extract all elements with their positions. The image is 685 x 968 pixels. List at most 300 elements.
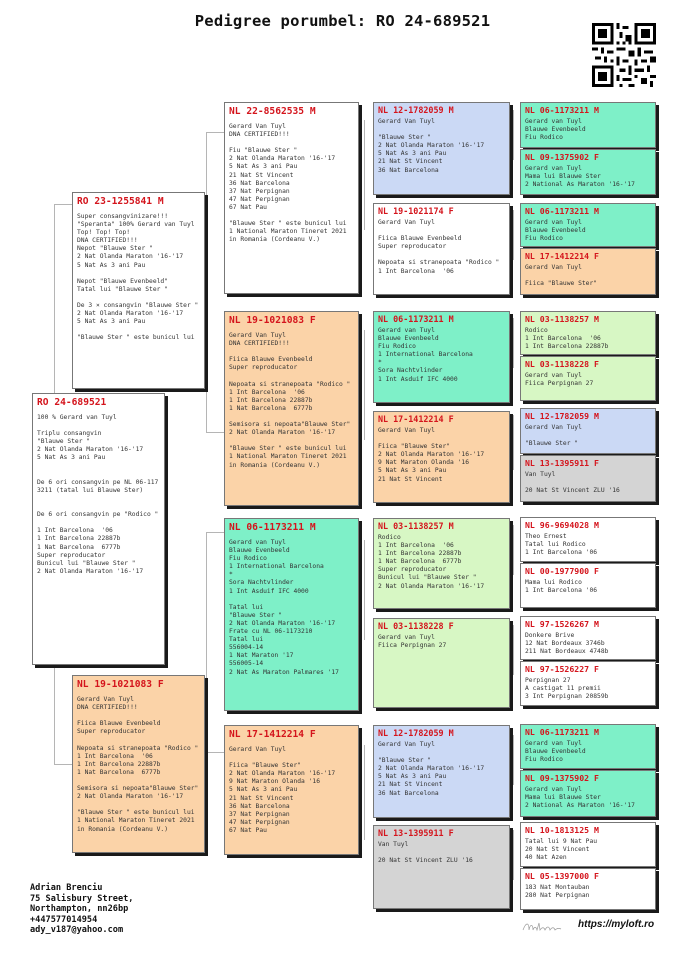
detail-line: 2 Nat Olanda Maraton '16-'17 xyxy=(229,770,336,778)
detail-line: Fiica Perpignan 27 xyxy=(378,642,447,650)
connector-line xyxy=(54,764,72,765)
connector-line xyxy=(206,132,224,133)
detail-line: Super reproducator xyxy=(37,551,106,559)
pedigree-card-g1[interactable] xyxy=(520,102,656,148)
detail-line: 183 Nat Montauban xyxy=(525,884,590,891)
detail-line: Fiica Perpignan 27 xyxy=(525,380,594,388)
detail-line xyxy=(378,849,505,857)
connector-line xyxy=(364,120,365,230)
detail-line: Tatal lui 9 Nat Pau xyxy=(525,838,598,845)
detail-line: Blauwe Evenbeeld xyxy=(525,126,586,134)
detail-line: Fiu Rodico xyxy=(378,343,416,351)
detail-line: Fiica Blauwe Evenbeeld xyxy=(378,235,462,243)
pedigree-card-g11[interactable] xyxy=(520,616,656,660)
pedigree-card-g5[interactable] xyxy=(520,311,656,355)
detail-line: 1 Int Barcelona '06 xyxy=(378,542,454,550)
detail-line: 21 Nat St Vincent xyxy=(229,171,294,179)
detail-line: Donkere Brive xyxy=(525,632,575,639)
detail-line: Fiu "Blauwe Ster " xyxy=(229,147,298,155)
detail-line: 2 National As Maraton '16-'17 xyxy=(525,802,635,810)
detail-line: 20 Nat St Vincent ZLU '16 xyxy=(378,857,473,865)
detail-line xyxy=(77,736,200,744)
detail-line: De 6 ori consangvin pe NL 06-117 xyxy=(37,478,159,486)
detail-line: Rodico xyxy=(525,327,548,334)
pedigree-card-g6[interactable] xyxy=(520,356,656,401)
detail-line: 3211 (tatal lui Blauwe Ster) xyxy=(37,486,144,494)
pedigree-card-dss[interactable] xyxy=(373,518,510,609)
detail-line: Super consangvinizare!!! xyxy=(77,213,168,220)
connector-line xyxy=(513,525,514,575)
detail-line: 2 Nat Olanda Maraton '16-'17 xyxy=(77,793,184,801)
detail-line xyxy=(37,495,160,503)
pedigree-card-ssd[interactable] xyxy=(373,203,510,295)
card-details xyxy=(525,884,651,900)
connector-line xyxy=(364,540,365,640)
page-title: Pedigree porumbel: RO 24-689521 xyxy=(194,12,491,30)
pedigree-card-ddd[interactable] xyxy=(373,825,510,909)
ring-number: NL 12-1782059 M xyxy=(378,728,454,738)
detail-line: Fiica "Blauwe Ster" xyxy=(525,280,598,288)
detail-line xyxy=(77,712,200,720)
detail-line: Tatal lui "Blauwe Ster " xyxy=(77,285,168,293)
pedigree-card-sdd[interactable] xyxy=(373,411,510,503)
detail-line: 21 Nat St Vincent xyxy=(378,781,443,789)
detail-line: DNA CERTIFIED!!! xyxy=(77,237,138,245)
detail-line: 67 Nat Pau xyxy=(229,826,267,834)
detail-line: Gerard Van Tuyl xyxy=(378,741,435,748)
connector-line xyxy=(364,745,365,840)
connector-line xyxy=(206,532,207,752)
detail-line: 1 National Maraton Tineret 2021 xyxy=(229,228,347,236)
detail-line: 5 Nat As 3 ani Pau xyxy=(229,163,298,171)
owner-phone: +447577014954 xyxy=(30,914,98,925)
ring-number: NL 13-1395911 F xyxy=(525,458,599,468)
detail-line xyxy=(378,251,505,259)
detail-line xyxy=(378,749,505,757)
detail-line: Gerard van Tuyl xyxy=(525,786,582,793)
card-details xyxy=(378,327,505,384)
detail-line: Gerard van Tuyl xyxy=(378,634,435,641)
detail-line: 21 Nat St Vincent xyxy=(378,475,443,483)
detail-line: Gerard Van Tuyl xyxy=(525,264,582,271)
detail-line: 1 Int Barcelona 22887b xyxy=(229,396,313,404)
detail-line xyxy=(37,519,160,527)
connector-line xyxy=(206,432,224,433)
detail-line xyxy=(229,139,354,147)
detail-line: 5 Nat As 3 ani Pau xyxy=(77,318,146,326)
detail-line: Frate cu NL 06-1173210 xyxy=(229,628,313,636)
ring-number: NL 09-1375902 F xyxy=(525,773,599,783)
detail-line: 1 Int Barcelona 22887b xyxy=(77,760,161,768)
detail-line xyxy=(229,413,354,421)
ring-number: NL 12-1782059 M xyxy=(525,411,599,421)
pedigree-card-g10[interactable] xyxy=(520,563,656,608)
detail-line: 1 International Barcelona xyxy=(229,563,324,571)
detail-line: 37 Nat Perpignan xyxy=(229,187,290,195)
detail-line: 20 Nat St Vincent ZLU '16 xyxy=(525,487,620,495)
detail-line: "Blauwe Ster " este bunicul lui xyxy=(77,809,195,817)
card-details xyxy=(525,372,651,388)
detail-line: 2 Nat Olanda Maraton '16-'17 xyxy=(378,451,485,459)
detail-line: Gerard van Tuyl xyxy=(525,740,582,747)
detail-line: 2 Nat Olanda Maraton '16-'17 xyxy=(37,446,144,454)
detail-line: 1 National Maraton Tineret 2021 xyxy=(77,817,195,825)
ring-number: NL 06-1173211 M xyxy=(229,522,316,533)
detail-line: 2 Nat As Maraton Palmares '17 xyxy=(229,668,339,676)
connector-line xyxy=(513,318,514,368)
card-details xyxy=(525,165,651,189)
detail-line: 2 Nat Olanda Maraton '16-'17 xyxy=(229,619,336,627)
detail-line: "Speranta" 100% Gerard van Tuyl xyxy=(77,221,195,229)
detail-line xyxy=(37,422,160,430)
detail-line: 47 Nat Perpignan xyxy=(229,195,290,203)
ring-number: NL 03-1138228 F xyxy=(525,359,599,369)
card-details xyxy=(378,741,505,798)
ring-number: NL 00-1977900 F xyxy=(525,566,599,576)
detail-line: Tatal lui Rodico xyxy=(525,541,586,549)
detail-line: 20 Nat St Vincent xyxy=(525,846,590,854)
card-details xyxy=(229,746,354,835)
detail-line: 2 Nat Olanda Maraton '16-'17 xyxy=(378,582,485,590)
ring-number: NL 97-1526227 F xyxy=(525,664,599,674)
detail-line: 67 Nat Pau xyxy=(229,203,267,211)
card-details xyxy=(378,841,505,865)
detail-line: 3 Int Perpignan 20859b xyxy=(525,693,609,701)
pedigree-card-dam-dam[interactable] xyxy=(224,725,359,855)
detail-line: Van Tuyl xyxy=(378,841,409,848)
ring-number: RO 24-689521 xyxy=(37,397,107,408)
detail-line: 556005-14 xyxy=(229,660,264,668)
detail-line xyxy=(525,432,651,440)
card-details xyxy=(37,414,160,576)
detail-line: 5 Nat As 3 ani Pau xyxy=(378,773,447,781)
detail-line: 1 Int Barcelona '06 xyxy=(525,587,598,595)
qr-code-icon xyxy=(592,23,656,87)
detail-line: 2 Nat Olanda Maraton '16-'17 xyxy=(229,429,336,437)
pedigree-card-dsd[interactable] xyxy=(373,618,510,708)
detail-line xyxy=(77,777,200,785)
detail-line: 36 Nat Barcelona xyxy=(378,166,439,174)
detail-line: "Blauwe Ster " xyxy=(525,440,579,448)
detail-line: Gerard van Tuyl xyxy=(525,165,582,172)
detail-line xyxy=(525,479,651,487)
detail-line xyxy=(77,294,200,302)
connector-line xyxy=(513,110,514,160)
detail-line: Gerard Van Tuyl xyxy=(229,332,286,339)
detail-line: Nepot "Blauwe Ster " xyxy=(77,245,153,253)
detail-line: Sora Nachtvlinder xyxy=(229,579,294,587)
detail-line: "Blauwe Ster " xyxy=(229,611,283,619)
card-details xyxy=(525,118,651,142)
detail-line: Gerard Van Tuyl xyxy=(525,424,582,431)
detail-line: 1 Int Barcelona 22887b xyxy=(378,550,462,558)
detail-line: 40 Nat Azen xyxy=(525,854,567,862)
detail-line: Perpignan 27 xyxy=(525,677,571,684)
detail-line: Fiu Rodico xyxy=(525,235,563,243)
detail-line: 1 Int Barcelona '06 xyxy=(229,388,305,396)
pedigree-card-g4[interactable] xyxy=(520,248,656,295)
detail-line: "Blauwe Ster " xyxy=(37,438,91,446)
pedigree-card-sire[interactable] xyxy=(72,192,205,389)
detail-line: Gerard van Tuyl xyxy=(229,539,286,546)
connector-line xyxy=(513,735,514,785)
connector-line xyxy=(54,204,72,205)
detail-line: 47 Nat Perpignan xyxy=(229,818,290,826)
detail-line: "Blauwe Ster " este bunicul lui xyxy=(229,220,347,228)
detail-line: 2 National As Maraton '16-'17 xyxy=(525,181,635,189)
detail-line: Blauwe Evenbeeld xyxy=(525,227,586,235)
card-details xyxy=(525,740,651,764)
detail-line: Fiica Blauwe Evenbeeld xyxy=(77,720,161,728)
detail-line: 5 Nat As 3 ani Pau xyxy=(37,454,106,462)
card-details xyxy=(378,219,505,276)
detail-line xyxy=(37,463,160,471)
detail-line: 1 Int Barcelona '06 xyxy=(37,527,113,535)
card-details xyxy=(525,327,651,351)
card-details xyxy=(525,579,651,595)
card-details xyxy=(525,264,651,288)
ring-number: NL 19-1021083 F xyxy=(229,315,316,326)
detail-line: 1 Int Barcelona '06 xyxy=(378,267,454,275)
connector-line xyxy=(364,330,365,440)
detail-line: Nepoata si stranepoata "Rodico " xyxy=(77,744,199,752)
pedigree-card-sds[interactable] xyxy=(373,311,510,403)
pedigree-card-g14[interactable] xyxy=(520,770,656,817)
card-details xyxy=(77,213,200,343)
detail-line: Gerard van Tuyl xyxy=(525,372,582,379)
owner-contact xyxy=(30,883,133,936)
detail-line: Semisora si nepoata"Blauwe Ster" xyxy=(229,421,351,429)
detail-line: Gerard Van Tuyl xyxy=(378,118,435,125)
detail-line: 1 Nat Barcelona 6777b xyxy=(37,543,121,551)
connector-line xyxy=(513,625,514,675)
detail-line: 36 Nat Barcelona xyxy=(378,789,439,797)
card-details xyxy=(378,534,505,591)
detail-line: Triplu consangvin xyxy=(37,430,102,438)
owner-address-street: 75 Salisbury Street, xyxy=(30,893,134,904)
detail-line: 37 Nat Perpignan xyxy=(229,810,290,818)
ring-number: NL 12-1782059 M xyxy=(378,105,454,115)
pedigree-card-g8[interactable] xyxy=(520,455,656,502)
ring-number: NL 17-1412214 F xyxy=(378,414,454,424)
card-details xyxy=(525,838,651,862)
detail-line: 1 Int Asduif IFC 4000 xyxy=(378,375,458,383)
connector-line xyxy=(206,532,224,533)
detail-line xyxy=(525,272,651,280)
detail-line xyxy=(37,503,160,511)
detail-line: 9 Nat Maraton Olanda '16 xyxy=(229,778,320,786)
detail-line xyxy=(378,435,505,443)
detail-line xyxy=(229,348,354,356)
detail-line: Mama lui Blauwe Ster xyxy=(525,173,601,181)
detail-line xyxy=(77,326,200,334)
card-details xyxy=(525,786,651,810)
detail-line: De 3 × consangvin "Blauwe Ster " xyxy=(77,302,199,310)
detail-line: "Blauwe Ster " este bunicul lui xyxy=(77,334,195,342)
card-details xyxy=(77,696,200,834)
card-details xyxy=(525,424,651,448)
detail-line: 9 Nat Maraton Olanda '16 xyxy=(378,459,469,467)
detail-line: Fiu Rodico xyxy=(229,555,267,563)
detail-line: Theo Ernest xyxy=(525,533,567,540)
detail-line: 12 Nat Bordeaux 3746b xyxy=(525,640,605,648)
detail-line: Van Tuyl xyxy=(525,471,556,478)
detail-line: Fiu Rodico xyxy=(525,756,563,764)
website-link[interactable]: https://myloft.ro xyxy=(578,919,655,930)
connector-line xyxy=(206,132,207,432)
card-details xyxy=(525,533,651,557)
pedigree-card-g7[interactable] xyxy=(520,408,656,454)
detail-line: 36 Nat Barcelona xyxy=(229,802,290,810)
detail-line xyxy=(37,471,160,479)
ring-number: NL 03-1138257 M xyxy=(378,521,454,531)
card-details xyxy=(525,219,651,243)
signature-icon xyxy=(521,919,563,935)
pedigree-card-g9[interactable] xyxy=(520,517,656,562)
detail-line: Gerard van Tuyl xyxy=(378,327,435,334)
ring-number: NL 06-1173211 M xyxy=(378,314,454,324)
detail-line: Semisora si nepoata"Blauwe Ster" xyxy=(77,785,199,793)
ring-number: NL 19-1021083 F xyxy=(77,679,164,690)
detail-line: Super reproducator xyxy=(229,364,298,372)
pedigree-card-sss[interactable] xyxy=(373,102,510,195)
detail-line: 2 Nat Olanda Maraton '16-'17 xyxy=(378,765,485,773)
detail-line: 1 Int Barcelona '06 xyxy=(525,549,598,557)
detail-line: 1 Nat Maraton '17 xyxy=(229,652,294,660)
pedigree-card-g15[interactable] xyxy=(520,822,656,867)
detail-line: Top! Top! Top! xyxy=(77,229,131,237)
detail-line xyxy=(77,801,200,809)
detail-line: Gerard van Tuyl xyxy=(525,219,582,226)
detail-line: Blauwe Evenbeeld xyxy=(525,748,586,756)
detail-line: 2 Nat Olanda Maraton '16-'17 xyxy=(77,310,184,318)
ring-number: NL 17-1412214 F xyxy=(525,251,599,261)
detail-line: 21 Nat St Vincent xyxy=(229,794,294,802)
detail-line: Gerard Van Tuyl xyxy=(378,219,435,226)
detail-line: 100 % Gerard van Tuyl xyxy=(37,414,117,421)
detail-line: De 6 ori consangvin pe "Rodico " xyxy=(37,511,159,519)
detail-line xyxy=(229,372,354,380)
detail-line: Gerard Van Tuyl xyxy=(378,427,435,434)
detail-line: Nepot "Blauwe Evenbeeld" xyxy=(77,277,168,285)
detail-line: Fiica "Blauwe Ster" xyxy=(229,762,302,770)
ring-number: NL 09-1375902 F xyxy=(525,152,599,162)
owner-email[interactable]: ady_v187@yahoo.com xyxy=(30,925,124,936)
detail-line: Nepoata si stranepoata "Rodico " xyxy=(229,380,351,388)
detail-line: DNA CERTIFIED!!! xyxy=(77,704,138,712)
detail-line: Blauwe Evenbeeld xyxy=(378,335,439,343)
detail-line: 21 Nat St Vincent xyxy=(378,158,443,166)
detail-line: Bunicul lui "Blauwe Ster " xyxy=(37,559,136,567)
detail-line: in Romania (Cordeanu V.) xyxy=(229,236,320,244)
detail-line: * xyxy=(229,571,233,579)
detail-line: Mama lui Rodico xyxy=(525,579,582,586)
detail-line: 1 Int Barcelona 22887b xyxy=(525,343,609,351)
ring-number: NL 06-1173211 M xyxy=(525,727,599,737)
pedigree-card-dds[interactable] xyxy=(373,725,510,818)
detail-line: Bunicul lui "Blauwe Ster " xyxy=(378,574,477,582)
ring-number: NL 06-1173211 M xyxy=(525,105,599,115)
detail-line: Gerard Van Tuyl xyxy=(77,696,134,703)
detail-line: 1 Int Barcelona '06 xyxy=(77,752,153,760)
detail-line: 1 National Maraton Tineret 2021 xyxy=(229,453,347,461)
detail-line: Tatal lui xyxy=(229,636,264,644)
pedigree-card-sire-sire[interactable] xyxy=(224,102,359,294)
connector-line xyxy=(513,210,514,260)
pedigree-card-dam[interactable] xyxy=(72,675,205,853)
connector-line xyxy=(513,415,514,470)
detail-line xyxy=(229,596,354,604)
connector-line xyxy=(206,752,224,753)
detail-line: 211 Nat Bordeaux 4748b xyxy=(525,648,609,656)
detail-line: Blauwe Evenbeeld xyxy=(229,547,290,555)
detail-line: 556004-14 xyxy=(229,644,264,652)
detail-line: 2 Nat Olanda Maraton '16-'17 xyxy=(37,567,144,575)
ring-number: NL 96-9694028 M xyxy=(525,520,599,530)
detail-line: A castigat 11 premii xyxy=(525,685,601,693)
pedigree-card-sire-dam[interactable] xyxy=(224,311,359,506)
detail-line: 5 Nat As 3 ani Pau xyxy=(378,150,447,158)
detail-line: 280 Nat Perpignan xyxy=(525,892,590,900)
ring-number: NL 13-1395911 F xyxy=(378,828,454,838)
card-details xyxy=(378,118,505,175)
owner-address-city: Northampton, nn26bp xyxy=(30,904,129,915)
detail-line: 2 Nat Olanda Maraton '16-'17 xyxy=(77,253,184,261)
owner-name: Adrian Brenciu xyxy=(30,883,103,893)
detail-line: Rodico xyxy=(378,534,401,541)
detail-line: 5 Nat As 3 ani Pau xyxy=(77,261,146,269)
pedigree-card-g12[interactable] xyxy=(520,661,656,706)
detail-line: 1 Nat Barcelona 6777b xyxy=(77,768,161,776)
pedigree-card-g3[interactable] xyxy=(520,203,656,247)
detail-line: Fiu Rodico xyxy=(525,134,563,142)
detail-line: 2 Nat Olanda Maraton '16-'17 xyxy=(378,142,485,150)
detail-line: "Blauwe Ster " este bunicul lui xyxy=(229,445,347,453)
detail-line: 1 Int Barcelona '06 xyxy=(525,335,601,343)
detail-line: 5 Nat As 3 ani Pau xyxy=(378,467,447,475)
ring-number: NL 10-1813125 M xyxy=(525,825,599,835)
ring-number: NL 97-1526267 M xyxy=(525,619,599,629)
pedigree-card-dam-sire[interactable] xyxy=(224,518,359,711)
card-details xyxy=(525,677,651,701)
detail-line: 1 Nat Barcelona 6777b xyxy=(378,558,462,566)
detail-line xyxy=(229,437,354,445)
ring-number: NL 22-8562535 M xyxy=(229,106,316,117)
detail-line: "Blauwe Ster " xyxy=(378,757,432,765)
detail-line: 1 Int Barcelona 22887b xyxy=(37,535,121,543)
card-details xyxy=(229,539,354,677)
card-details xyxy=(229,332,354,470)
detail-line: Super reproducator xyxy=(378,566,447,574)
pedigree-card-g16[interactable] xyxy=(520,868,656,910)
detail-line: DNA CERTIFIED!!! xyxy=(229,131,290,139)
detail-line: Gerard Van Tuyl xyxy=(229,123,286,130)
detail-line xyxy=(229,754,354,762)
ring-number: NL 17-1412214 F xyxy=(229,729,316,740)
pedigree-card-subject[interactable] xyxy=(32,393,165,665)
ring-number: NL 03-1138228 F xyxy=(378,621,454,631)
detail-line: Tatal lui xyxy=(229,603,264,611)
detail-line: Mama lui Blauwe Ster xyxy=(525,794,601,802)
detail-line: DNA CERTIFIED!!! xyxy=(229,340,290,348)
ring-number: NL 05-1397000 F xyxy=(525,871,599,881)
pedigree-card-g2[interactable] xyxy=(520,149,656,195)
card-details xyxy=(525,632,651,656)
pedigree-card-g13[interactable] xyxy=(520,724,656,769)
detail-line xyxy=(229,212,354,220)
connector-line xyxy=(513,830,514,880)
card-details xyxy=(229,123,354,244)
